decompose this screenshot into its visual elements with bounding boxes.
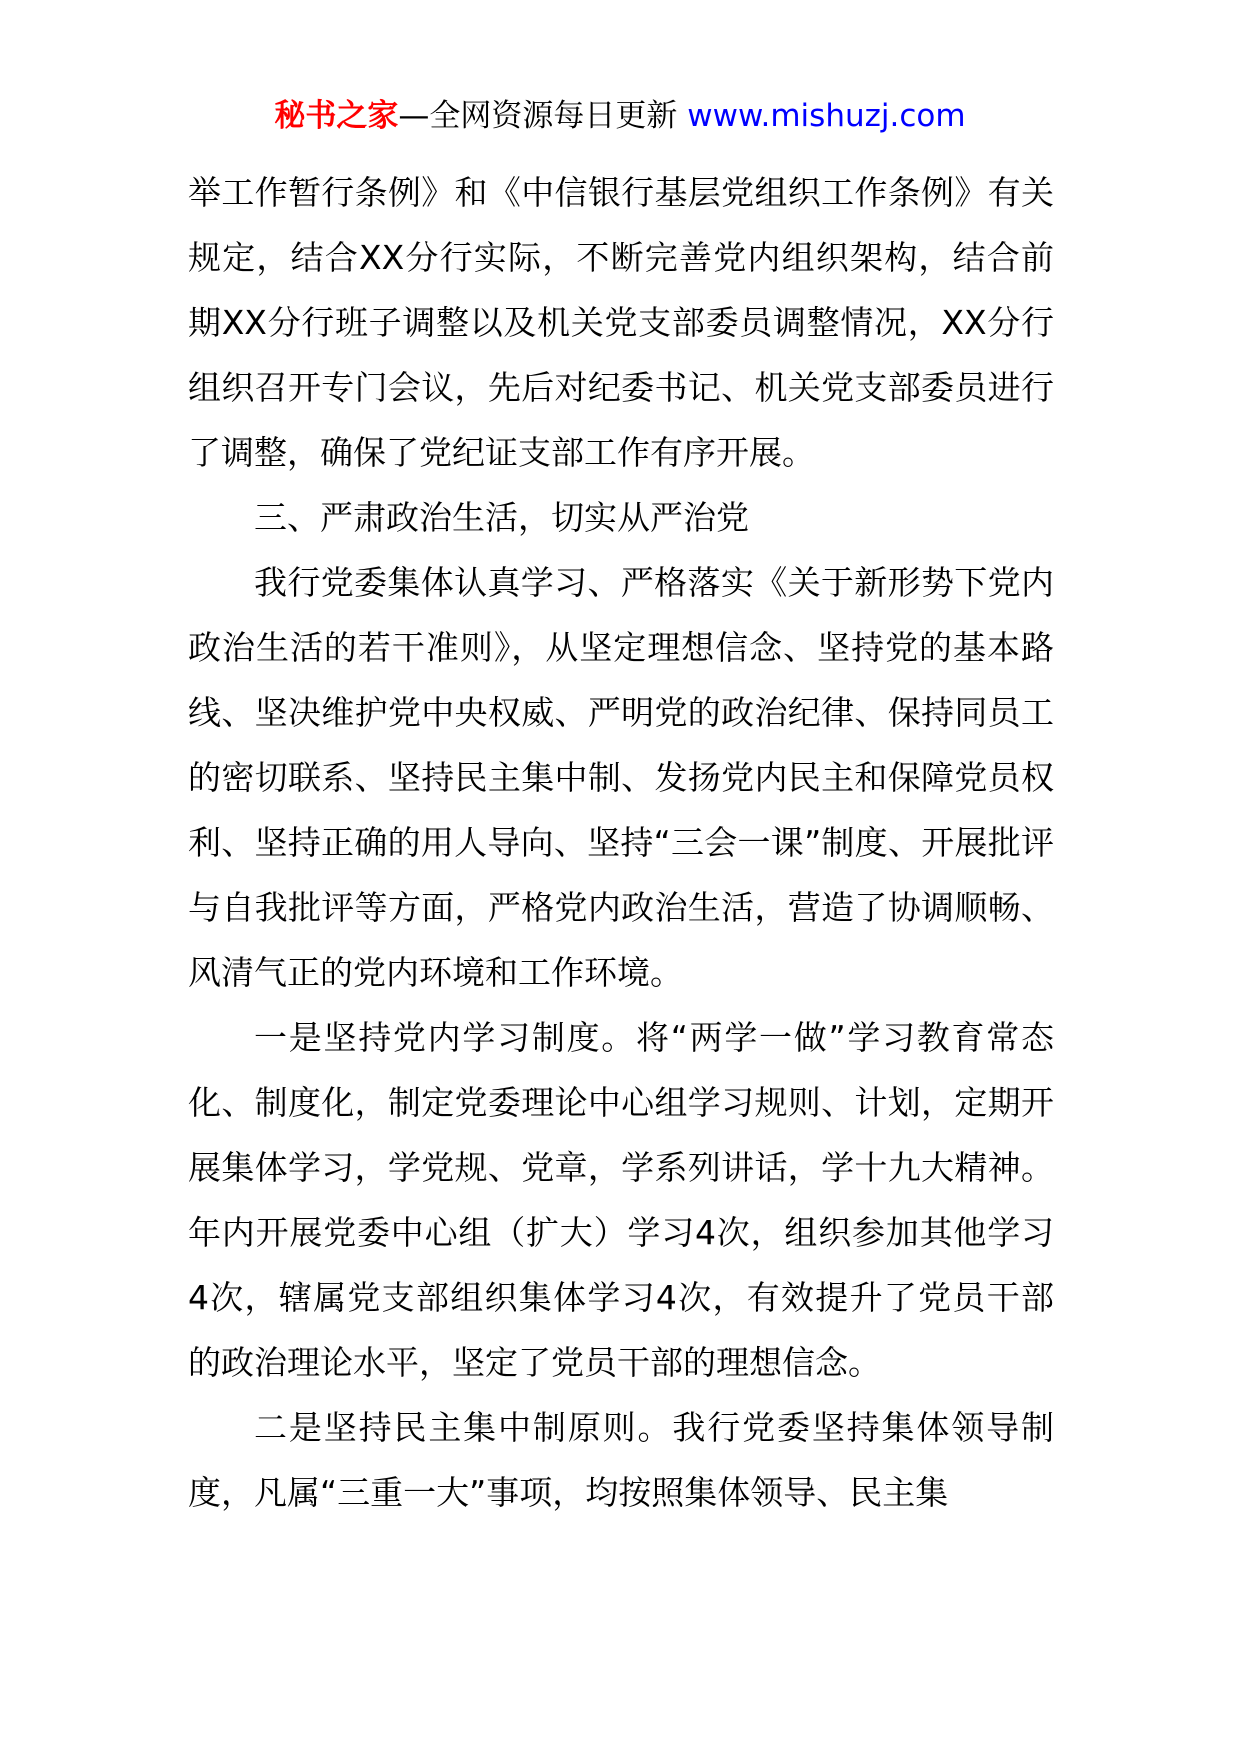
- site-url-link[interactable]: www.mishuzj.com: [687, 98, 966, 134]
- section-heading: 三、严肃政治生活，切实从严治党: [254, 498, 749, 537]
- paragraph-continued: 举工作暂行条例》和《中信银行基层党组织工作条例》有关规定，结合XX分行实际，不断完善党内组织架构，结合前期XX分行班子调整以及机关党支部委员调整情况，XX分行组织召开专门会议，先后对纪委书记、机关党支部委员进行了调整，确保了党纪证支部工作有序开展。: [188, 173, 1054, 472]
- paragraph: 一是坚持党内学习制度。将“两学一做”学习教育常态化、制度化，制定党委理论中心组学习规则、计划，定期开展集体学习，学党规、党章，学系列讲话，学十九大精神。年内开展党委中心组（扩大）学习4次，组织参加其他学习4次，辖属党支部组织集体学习4次，有效提升了党员干部的政治理论水平，坚定了党员干部的理想信念。: [188, 1018, 1054, 1382]
- paragraph: 二是坚持民主集中制原则。我行党委坚持集体领导制度，凡属“三重一大”事项，均按照集体领导、民主集: [188, 1408, 1054, 1512]
- site-brand: 秘书之家: [274, 98, 399, 134]
- site-tagline: —全网资源每日更新: [398, 98, 688, 134]
- paragraph: 我行党委集体认真学习、严格落实《关于新形势下党内政治生活的若干准则》，从坚定理想信念、坚持党的基本路线、坚决维护党中央权威、严明党的政治纪律、保持同员工的密切联系、坚持民主集中制、发扬党内民主和保障党员权利、坚持正确的用人导向、坚持“三会一课”制度、开展批评与自我批评等方面，严格党内政治生活，营造了协调顺畅、风清气正的党内环境和工作环境。: [188, 563, 1054, 992]
- site-header: [0, 94, 1240, 138]
- document-body: [188, 160, 1054, 1525]
